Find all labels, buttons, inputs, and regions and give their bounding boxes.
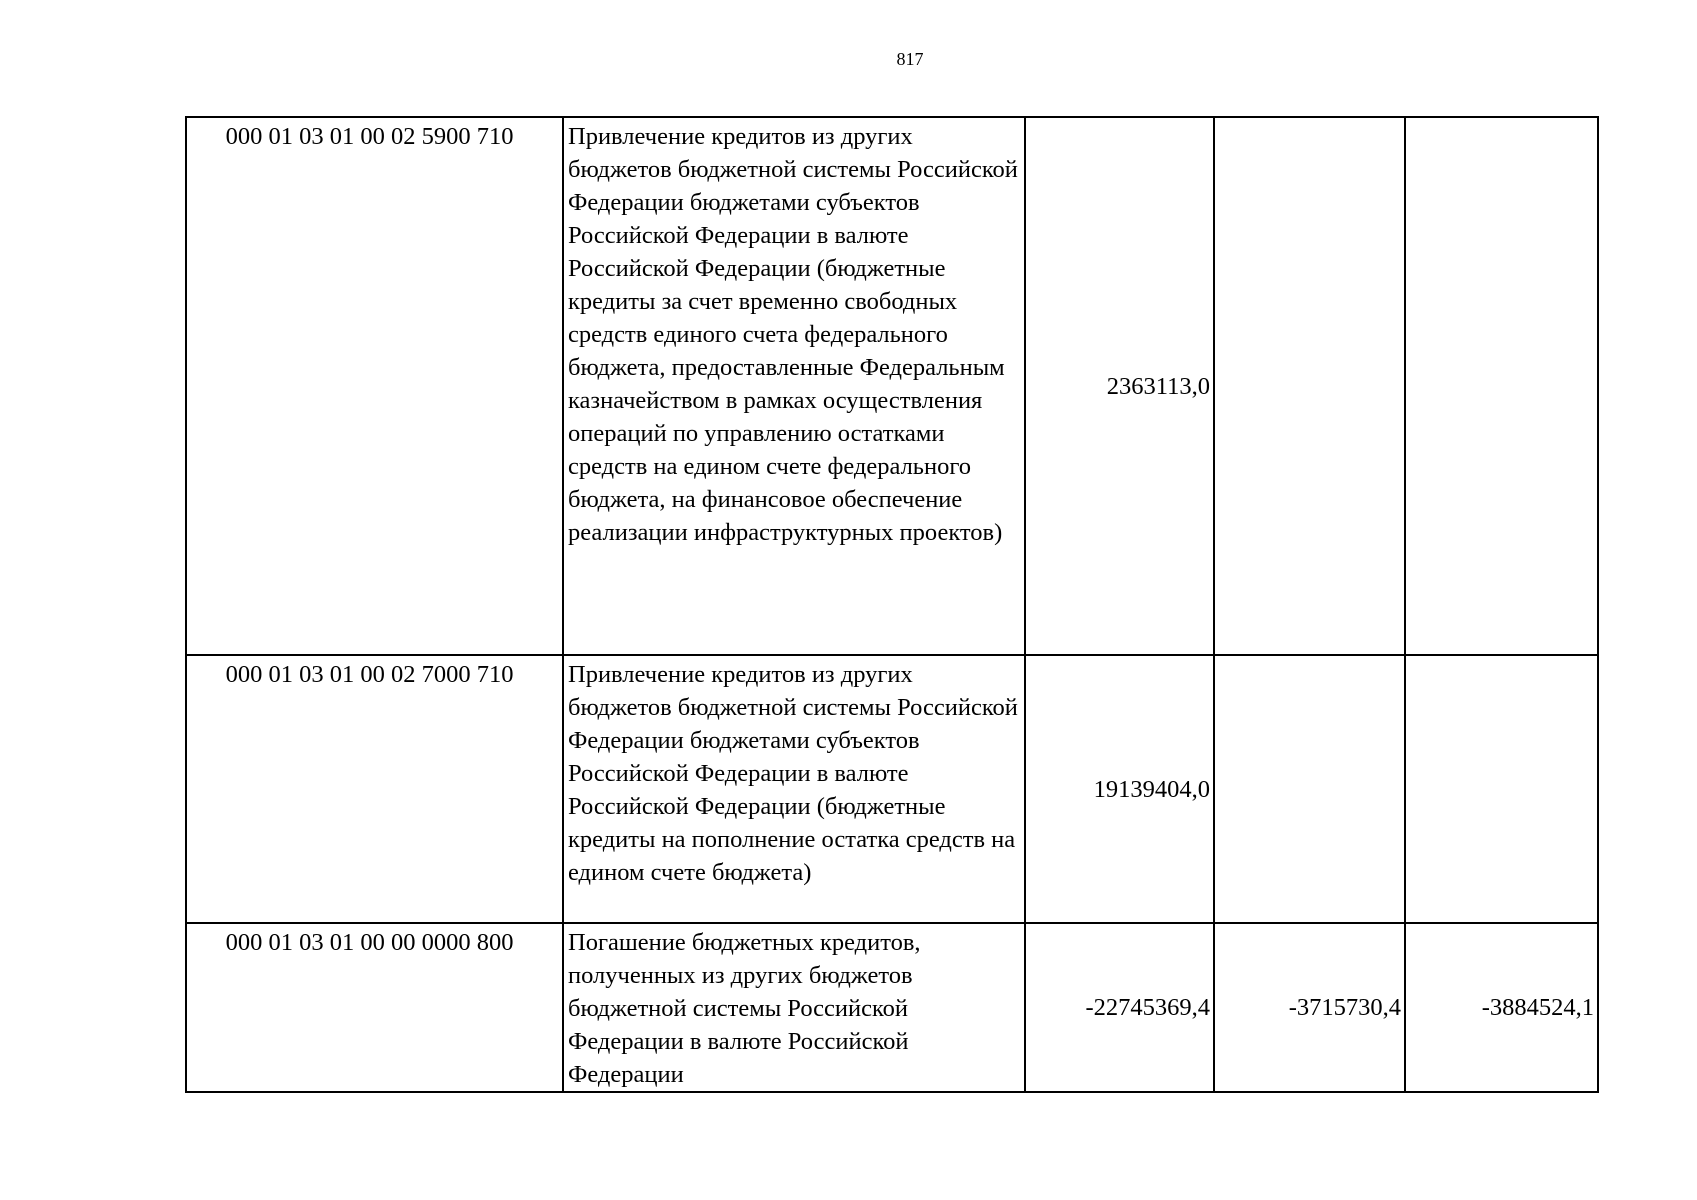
description-cell: Привлечение кредитов из других бюджетов бюджетной системы Российской Федерации бюджетами субъектов Российской Федерации в валюте Российской Федерации (бюджетные кредиты за счет временно свободных средств единого счета федерального бюджета, предоставленные Федеральным казначейством в рамках осуществления операций по управлению остатками средств на едином счете федерального бюджета, на финансовое обеспечение реализации инфраструктурных проектов) [563, 117, 1025, 655]
budget-code: 000 01 03 01 00 02 7000 710 [225, 661, 514, 688]
page-number: 817 [896, 49, 924, 69]
amount-cell-1: -22745369,4 [1025, 923, 1214, 1092]
description-cell: Погашение бюджетных кредитов, полученных из других бюджетов бюджетной системы Российской Федерации в валюте Российской Федерации [563, 923, 1025, 1092]
table-row [186, 923, 1598, 1092]
amount-cell-2: -3715730,4 [1214, 923, 1405, 1092]
amount-cell-2 [1214, 655, 1405, 923]
amount-cell-3 [1405, 655, 1598, 923]
budget-code: 000 01 03 01 00 02 5900 710 [225, 123, 514, 150]
budget-code-cell [186, 923, 563, 1092]
description-cell: Привлечение кредитов из других бюджетов бюджетной системы Российской Федерации бюджетами субъектов Российской Федерации в валюте Российской Федерации (бюджетные кредиты на пополнение остатка средств на едином счете бюджета) [563, 655, 1025, 923]
table-row [186, 117, 1598, 655]
budget-code-cell [186, 117, 563, 655]
amount-cell-3 [1405, 117, 1598, 655]
amount-cell-1: 2363113,0 [1025, 117, 1214, 655]
budget-code: 000 01 03 01 00 00 0000 800 [225, 929, 514, 956]
table-row [186, 655, 1598, 923]
amount-cell-3: -3884524,1 [1405, 923, 1598, 1092]
amount-cell-1: 19139404,0 [1025, 655, 1214, 923]
amount-cell-2 [1214, 117, 1405, 655]
budget-code-cell [186, 655, 563, 923]
budget-table [185, 116, 1599, 1093]
